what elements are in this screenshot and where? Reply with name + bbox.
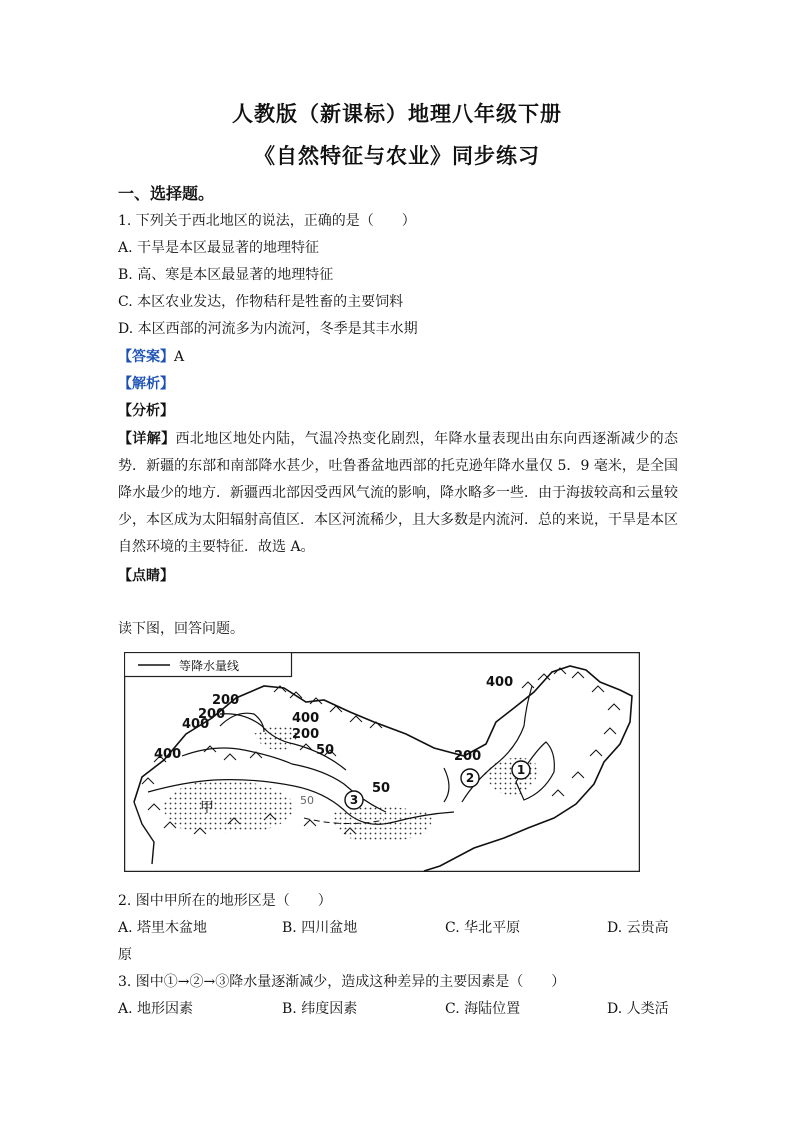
q2-option-b: B. 四川盆地 <box>282 920 358 936</box>
q1-option-c: C. 本区农业发达，作物秸秆是牲畜的主要饲料 <box>118 294 404 310</box>
q2-stem: 2. 图中甲所在的地形区是（ ） <box>118 893 332 909</box>
isohyet-label: 200 <box>212 693 240 708</box>
isohyet-label: 400 <box>182 717 210 732</box>
q1-option-a: A. 干旱是本区最显著的地理特征 <box>118 240 320 256</box>
answer-tag: 【答案】 <box>118 349 174 365</box>
q1-answer <box>118 346 184 366</box>
fenxi-tag: 【分析】 <box>118 403 174 419</box>
precipitation-map <box>124 652 640 872</box>
comment-tag: 【点睛】 <box>118 568 174 584</box>
read-map-prompt: 读下图，回答问题。 <box>118 621 244 637</box>
legend-label: 等降水量线 <box>179 659 240 673</box>
answer-value: A <box>174 349 185 365</box>
q3-option-c: C. 海陆位置 <box>445 1001 521 1017</box>
section-heading: 一、选择题。 <box>118 184 215 203</box>
isohyet-label: 50 <box>300 794 314 807</box>
isohyet-label: 400 <box>154 747 182 762</box>
isohyet-label: 200 <box>292 727 320 742</box>
q3-option-b: B. 纬度因素 <box>282 1001 358 1017</box>
q2-option-c: C. 华北平原 <box>445 920 521 936</box>
q1-analysis-tag <box>118 373 174 393</box>
q3-option-d: D. 人类活 <box>607 1001 669 1017</box>
q1-fenxi-tag <box>118 400 174 420</box>
isohyet-label: 400 <box>292 711 320 726</box>
document-title: 人教版（新课标）地理八年级下册 <box>232 101 562 126</box>
detail-tag: 【详解】 <box>118 431 176 447</box>
isohyet-label: 50 <box>372 781 391 796</box>
analysis-tag: 【解析】 <box>118 376 174 392</box>
document-subtitle: 《自然特征与农业》同步练习 <box>254 143 540 168</box>
detail-text: 西北地区地处内陆，气温冷热变化剧烈，年降水量表现出由东向西逐渐减少的态势．新疆的东部和南部降水甚少，吐鲁番盆地西部的托克逊年降水量仅 5．9 毫米，是全国降水最少的地方．新疆西北部因受西风气流的影响，降水略多一些．由于海拔较高和云量较少，本区成为太阳辐射高值区．本区河流稀少，且大多数是内流河．总的来说，干旱是本区自然环境的主要特征．故选 A。 <box>118 431 679 555</box>
marker-3-label: 3 <box>349 793 359 807</box>
q2-option-d-cont: 原 <box>118 947 132 963</box>
q2-option-d: D. 云贵高 <box>607 920 669 936</box>
isohyet-label: 400 <box>486 675 514 690</box>
q1-option-b: B. 高、寒是本区最显著的地理特征 <box>118 267 334 283</box>
q2-option-a: A. 塔里木盆地 <box>118 920 208 936</box>
isohyet-label: 200 <box>454 749 482 764</box>
q1-detail <box>118 426 678 561</box>
marker-1-label: 1 <box>516 763 526 777</box>
q3-option-a: A. 地形因素 <box>118 1001 194 1017</box>
label-jia: 甲 <box>200 800 214 816</box>
marker-2-label: 2 <box>465 771 475 785</box>
q1-comment-tag <box>118 565 174 585</box>
isohyet-label: 200 <box>198 707 226 722</box>
q3-stem: 3. 图中①→②→③降水量逐渐减少，造成这种差异的主要因素是（ ） <box>118 974 566 990</box>
isohyet-label: 50 <box>316 743 335 758</box>
q1-stem: 1. 下列关于西北地区的说法，正确的是（ ） <box>118 213 416 229</box>
q1-option-d: D. 本区西部的河流多为内流河，冬季是其丰水期 <box>118 321 418 337</box>
